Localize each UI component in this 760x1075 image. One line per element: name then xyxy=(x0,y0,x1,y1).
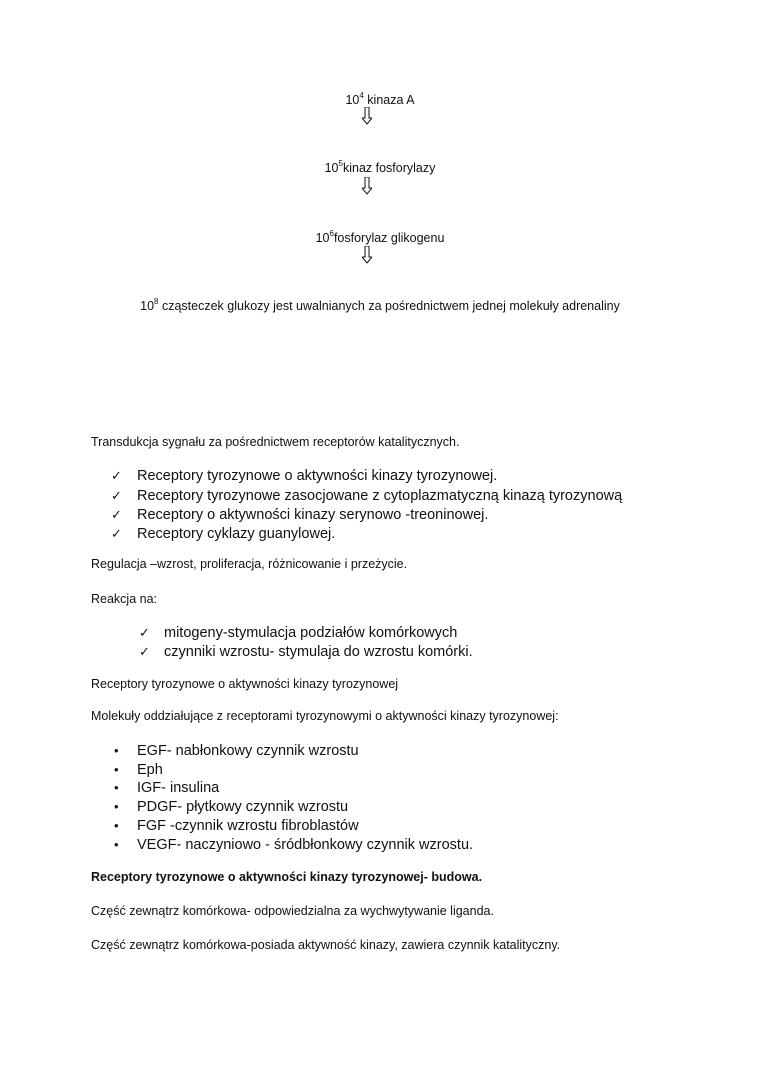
list-item: FGF -czynnik wzrostu fibroblastów xyxy=(137,818,359,834)
cascade-base: 10 xyxy=(140,299,155,313)
paragraph-reakcja: Reakcja na: xyxy=(91,592,158,606)
bullet-icon: • xyxy=(114,837,119,852)
cascade-text: cząsteczek glukozy jest uwalnianych za pośrednictwem jednej molekuły adrenaliny xyxy=(158,299,620,313)
cascade-exponent: 5 xyxy=(338,159,343,168)
paragraph-budowa-1: Część zewnątrz komórkowa- odpowiedzialna za wychwytywanie liganda. xyxy=(91,904,494,918)
cascade-base: 10 xyxy=(324,161,339,175)
list-item: mitogeny-stymulacja podziałów komórkowych xyxy=(164,625,458,641)
list-item: IGF- insulina xyxy=(137,780,220,796)
cascade-step-3 xyxy=(0,230,760,246)
checkmark-icon: ✓ xyxy=(111,488,122,503)
list-item: VEGF- naczyniowo - śródbłonkowy czynnik wzrostu. xyxy=(137,837,474,853)
list-item: Receptory tyrozynowe o aktywności kinazy tyrozynowej. xyxy=(137,468,498,484)
heading-budowa: Receptory tyrozynowe o aktywności kinazy tyrozynowej- budowa. xyxy=(91,870,483,884)
cascade-step-1 xyxy=(0,92,760,108)
checkmark-icon: ✓ xyxy=(139,625,150,640)
list-item: Receptory tyrozynowe zasocjowane z cytoplazmatyczną kinazą tyrozynową xyxy=(137,488,623,504)
checkmark-icon: ✓ xyxy=(111,468,122,483)
checkmark-icon: ✓ xyxy=(111,507,122,522)
list-item: Receptory o aktywności kinazy serynowo -treoninowej. xyxy=(137,507,489,523)
bullet-icon: • xyxy=(114,762,119,777)
cascade-step-2 xyxy=(0,160,760,176)
cascade-base: 10 xyxy=(315,231,330,245)
list-item: Eph xyxy=(137,762,163,778)
down-arrow-icon xyxy=(362,246,372,264)
bullet-icon: • xyxy=(114,818,119,833)
list-item: EGF- nabłonkowy czynnik wzrostu xyxy=(137,743,359,759)
cascade-text: fosforylaz glikogenu xyxy=(333,231,445,245)
cascade-result xyxy=(0,298,760,314)
paragraph-regulacja: Regulacja –wzrost, proliferacja, różnicowanie i przeżycie. xyxy=(91,557,408,571)
list-item: czynniki wzrostu- stymulaja do wzrostu komórki. xyxy=(164,644,473,660)
cascade-exponent: 8 xyxy=(154,297,159,306)
paragraph-molekuly: Molekuły oddziałujące z receptorami tyrozynowymi o aktywności kinazy tyrozynowej: xyxy=(91,709,559,723)
list-item: PDGF- płytkowy czynnik wzrostu xyxy=(137,799,349,815)
paragraph-budowa-2: Część zewnątrz komórkowa-posiada aktywność kinazy, zawiera czynnik katalityczny. xyxy=(91,938,561,952)
paragraph-rtk: Receptory tyrozynowe o aktywności kinazy tyrozynowej xyxy=(91,677,399,691)
cascade-text: kinaza A xyxy=(363,93,415,107)
cascade-base: 10 xyxy=(345,93,360,107)
cascade-exponent: 6 xyxy=(329,229,334,238)
bullet-icon: • xyxy=(114,780,119,795)
checkmark-icon: ✓ xyxy=(139,644,150,659)
cascade-text: kinaz fosforylazy xyxy=(342,161,436,175)
bullet-icon: • xyxy=(114,799,119,814)
down-arrow-icon xyxy=(362,177,372,195)
bullet-icon: • xyxy=(114,743,119,758)
list-item: Receptory cyklazy guanylowej. xyxy=(137,526,336,542)
paragraph-transdukcja: Transdukcja sygnału za pośrednictwem receptorów katalitycznych. xyxy=(91,435,460,449)
checkmark-icon: ✓ xyxy=(111,526,122,541)
down-arrow-icon xyxy=(362,107,372,125)
cascade-exponent: 4 xyxy=(359,91,364,100)
